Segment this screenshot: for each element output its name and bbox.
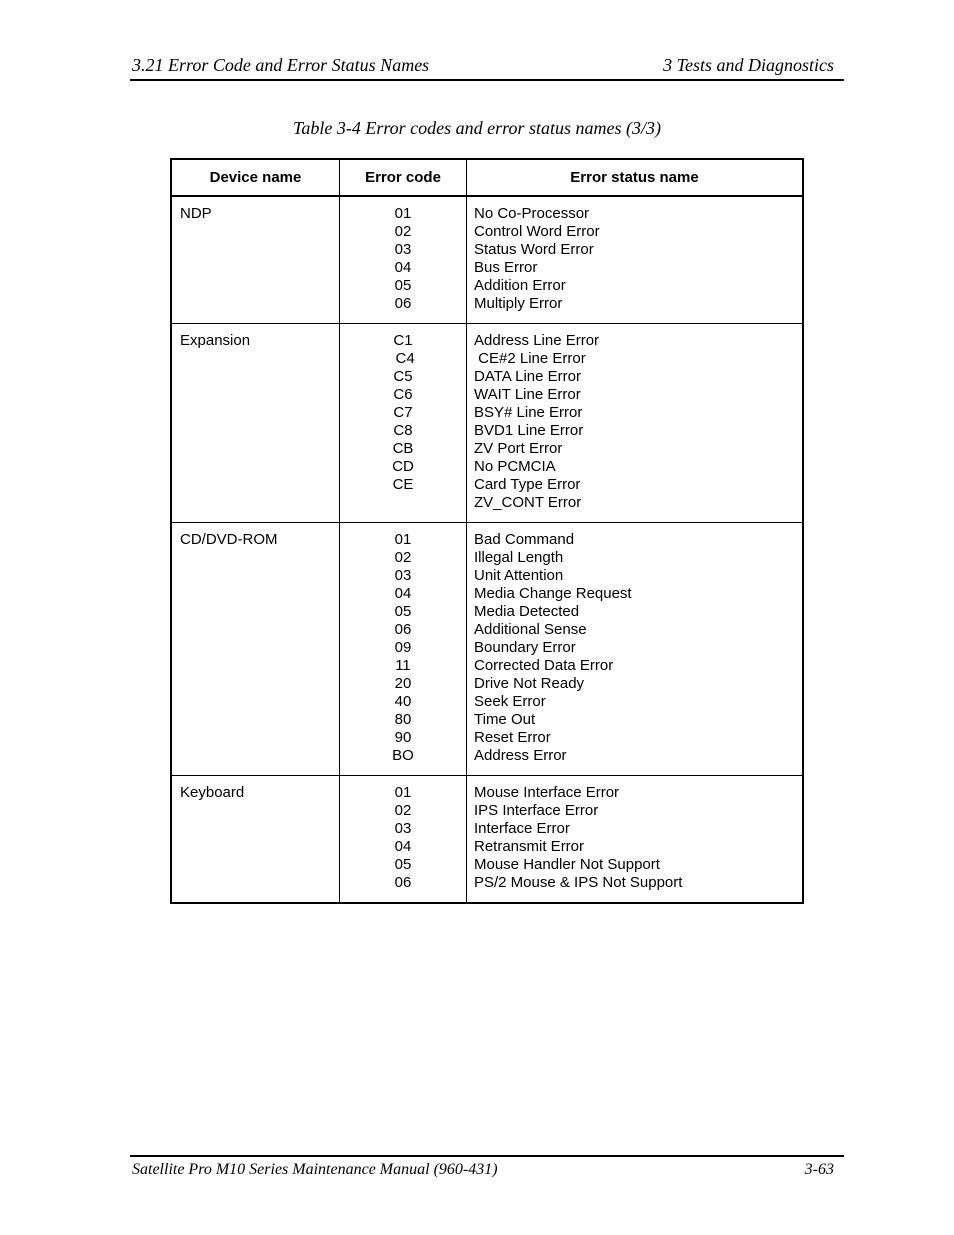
error-code: 80: [394, 711, 412, 728]
error-code: C6: [393, 386, 413, 403]
error-status-name: Bad Command: [474, 531, 575, 548]
table-caption: Table 3-4 Error codes and error status names (3/3): [293, 118, 661, 138]
error-code: 02: [394, 549, 412, 566]
error-status-name: No PCMCIA: [474, 458, 556, 475]
error-code: 06: [394, 295, 412, 312]
error-status-name: CE#2 Line Error: [474, 350, 586, 367]
error-code: C5: [393, 368, 413, 385]
footer-page-number: 3-63: [804, 1161, 834, 1178]
error-code: 05: [394, 856, 412, 873]
error-code: 03: [394, 567, 412, 584]
table-row: [171, 776, 803, 904]
table-row: [171, 324, 803, 523]
error-code: 03: [394, 241, 412, 258]
error-status-name: WAIT Line Error: [474, 386, 581, 403]
error-code: C4: [391, 350, 415, 367]
error-status-name: BVD1 Line Error: [474, 422, 584, 439]
error-status-name: Additional Sense: [474, 621, 587, 638]
error-code: 04: [394, 585, 412, 602]
error-status-name: Address Line Error: [474, 332, 600, 349]
error-status-name: Bus Error: [474, 259, 538, 276]
error-code: 11: [395, 657, 411, 674]
error-status-name: ZV Port Error: [474, 440, 563, 457]
page-footer: [130, 1155, 844, 1184]
error-code: 04: [394, 259, 412, 276]
error-code: 40: [394, 693, 412, 710]
error-status-name: Boundary Error: [474, 639, 576, 656]
table-header-row: [171, 159, 803, 196]
error-status-name: Media Detected: [474, 603, 580, 620]
error-status-name: Unit Attention: [474, 567, 564, 584]
error-code: 03: [394, 820, 412, 837]
error-status-cell: [467, 776, 804, 904]
error-status-name: Addition Error: [474, 277, 566, 294]
footer-manual-title: Satellite Pro M10 Series Maintenance Manual (960-431): [132, 1161, 498, 1178]
error-status-name: Address Error: [474, 747, 567, 764]
error-status-name: Illegal Length: [474, 549, 564, 566]
error-status-name: DATA Line Error: [474, 368, 581, 385]
header-section-title: 3.21 Error Code and Error Status Names: [132, 55, 430, 75]
device-name-cell: NDP: [171, 196, 340, 324]
error-code: 02: [394, 802, 412, 819]
column-header-device: Device name: [171, 159, 340, 196]
error-code: 09: [394, 639, 412, 656]
error-status-name: Control Word Error: [474, 223, 600, 240]
column-header-error-code: Error code: [340, 159, 467, 196]
error-code-cell: [340, 523, 467, 776]
table-body: [171, 196, 803, 903]
error-code: 05: [394, 603, 412, 620]
device-name-cell: Keyboard: [171, 776, 340, 904]
error-status-name: PS/2 Mouse & IPS Not Support: [474, 874, 683, 891]
error-codes-table: [170, 158, 804, 904]
error-code: 01: [394, 205, 412, 222]
error-status-name: No Co-Processor: [474, 205, 590, 222]
error-status-cell: [467, 196, 804, 324]
error-status-name: Mouse Handler Not Support: [474, 856, 660, 873]
table-row: [171, 523, 803, 776]
header-chapter-title: 3 Tests and Diagnostics: [663, 55, 834, 75]
error-status-name: Drive Not Ready: [474, 675, 585, 692]
error-code: BO: [392, 747, 414, 764]
error-status-name: Interface Error: [474, 820, 570, 837]
error-code: 01: [394, 784, 412, 801]
error-status-name: Status Word Error: [474, 241, 594, 258]
error-code: C1: [393, 332, 413, 349]
error-code: 05: [394, 277, 412, 294]
error-status-name: Multiply Error: [474, 295, 563, 312]
error-code: 01: [394, 531, 412, 548]
table-row: [171, 196, 803, 324]
error-status-name: Corrected Data Error: [474, 657, 614, 674]
error-code: C7: [393, 404, 413, 421]
error-code: CE: [392, 476, 414, 493]
error-code-cell: [340, 324, 467, 523]
device-name-cell: CD/DVD-ROM: [171, 523, 340, 776]
error-status-name: Reset Error: [474, 729, 551, 746]
error-status-name: BSY# Line Error: [474, 404, 583, 421]
page-header: [130, 54, 844, 81]
error-code: 02: [394, 223, 412, 240]
error-code-cell: [340, 196, 467, 324]
error-status-name: Time Out: [474, 711, 536, 728]
error-status-name: Mouse Interface Error: [474, 784, 620, 801]
error-code: 04: [394, 838, 412, 855]
device-name-cell: Expansion: [171, 324, 340, 523]
error-status-name: ZV_CONT Error: [474, 494, 582, 511]
error-status-cell: [467, 324, 804, 523]
column-header-error-status: Error status name: [467, 159, 804, 196]
error-code: 06: [394, 621, 412, 638]
error-code: 20: [394, 675, 412, 692]
error-status-name: Retransmit Error: [474, 838, 585, 855]
error-status-name: IPS Interface Error: [474, 802, 599, 819]
error-status-name: Media Change Request: [474, 585, 632, 602]
error-code: C8: [393, 422, 413, 439]
error-code: 90: [394, 729, 412, 746]
error-code: CB: [392, 440, 414, 457]
error-code-cell: [340, 776, 467, 904]
error-status-name: Seek Error: [474, 693, 546, 710]
error-code: 06: [394, 874, 412, 891]
error-status-cell: [467, 523, 804, 776]
error-code: CD: [392, 458, 414, 475]
error-status-name: Card Type Error: [474, 476, 581, 493]
